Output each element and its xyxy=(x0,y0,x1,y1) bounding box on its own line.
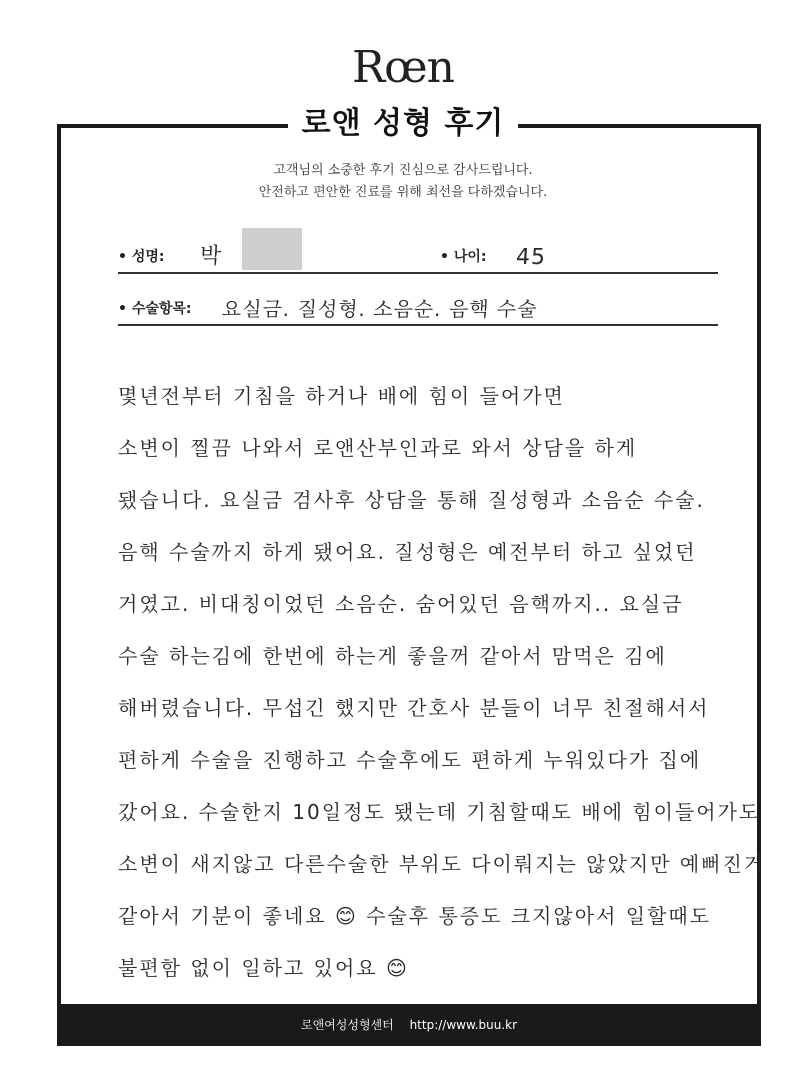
review-line: 음핵 수술까지 하게 됐어요. 질성형은 예전부터 하고 싶었던 xyxy=(118,540,697,564)
review-line: 같아서 기분이 좋네요 😊 수술후 통증도 크지않아서 일할때도 xyxy=(118,904,712,928)
review-line: 편하게 수술을 진행하고 수술후에도 편하게 누워있다가 집에 xyxy=(118,748,702,772)
redacted-name-block xyxy=(242,228,302,270)
footer-bar xyxy=(57,1004,761,1046)
review-line: 거였고. 비대칭이었던 소음순. 숨어있던 음핵까지.. 요실금 xyxy=(118,592,684,616)
name-value: 박 xyxy=(199,244,223,269)
form-title xyxy=(0,98,806,142)
intro-line-2: 안전하고 편안한 진료를 위해 최선을 다하겠습니다. xyxy=(258,185,548,200)
review-line: 불편함 없이 일하고 있어요 😊 xyxy=(118,956,409,980)
surgery-label: • 수술항목: xyxy=(118,301,192,317)
intro-line-1: 고객님의 소중한 후기 진심으로 감사드립니다. xyxy=(273,163,533,178)
intro-text xyxy=(0,160,806,204)
review-line: 해버렸습니다. 무섭긴 했지만 간호사 분들이 너무 친절해서서 xyxy=(118,696,710,720)
review-line: 소변이 찔끔 나와서 로앤산부인과로 와서 상담을 하게 xyxy=(118,436,638,460)
review-line: 됐습니다. 요실금 검사후 상담을 통해 질성형과 소음순 수술. xyxy=(118,488,705,512)
review-line: 수술 하는김에 한번에 하는게 좋을꺼 같아서 맘먹은 김에 xyxy=(118,644,667,668)
name-age-row xyxy=(118,240,718,274)
footer-clinic-name: 로앤여성성형센터 xyxy=(300,1018,394,1032)
footer-url[interactable]: http://www.buu.kr xyxy=(409,1018,518,1032)
surgery-value: 요실금. 질성형. 소음순. 음핵 수술 xyxy=(221,297,539,321)
form-title-text: 로앤 성형 후기 xyxy=(288,98,519,142)
review-line: 소변이 새지않고 다른수술한 부위도 다이뤄지는 않았지만 예뻐진거 xyxy=(118,852,766,876)
surgery-row xyxy=(118,292,718,326)
age-label: • 나이: xyxy=(440,249,487,265)
clinic-logo: Rœn xyxy=(352,42,454,93)
review-line: 몇년전부터 기침을 하거나 배에 힘이 들어가면 xyxy=(118,384,565,408)
review-line: 갔어요. 수술한지 10일정도 됐는데 기침할때도 배에 힘이들어가도 xyxy=(118,800,761,824)
name-label: • 성명: xyxy=(118,249,165,265)
age-value: 45 xyxy=(515,245,547,270)
